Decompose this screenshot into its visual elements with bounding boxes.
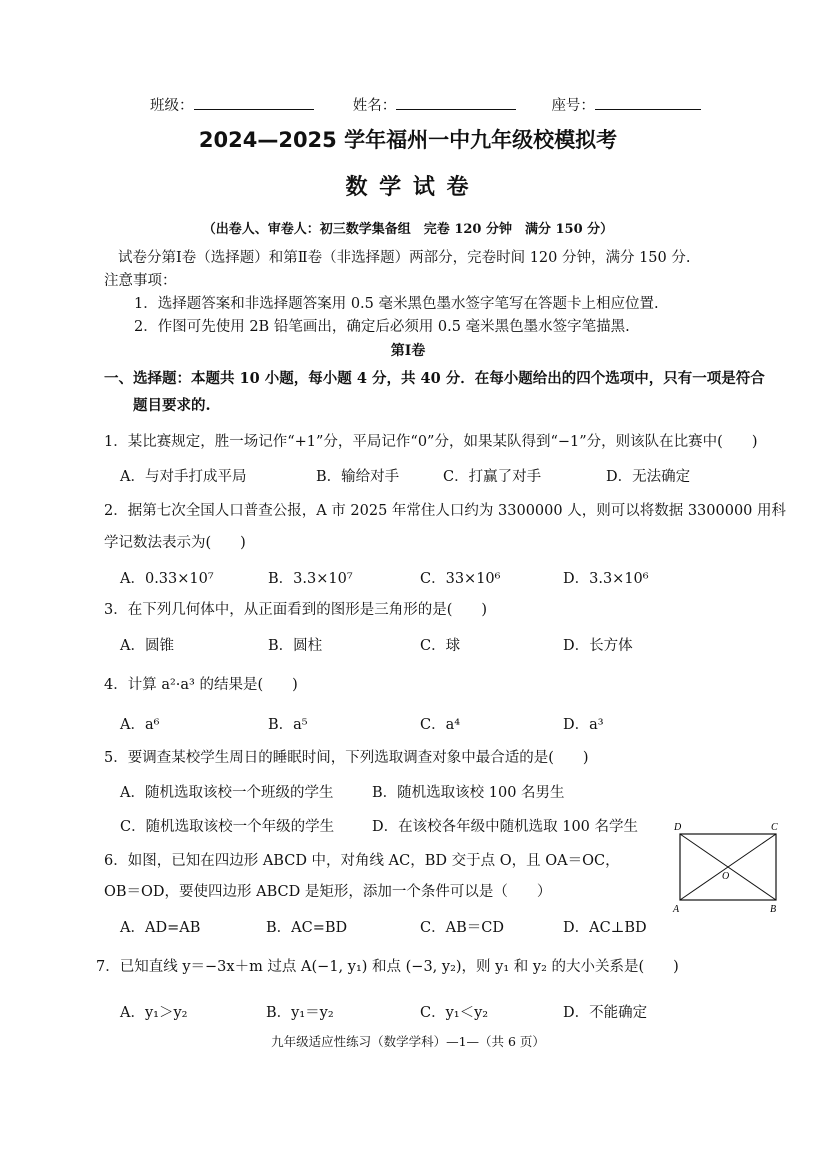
q1-option-c[interactable]: C．打赢了对手 (443, 469, 542, 485)
vertex-c-label: C (771, 822, 778, 833)
q4-option-a[interactable]: A．a⁶ (120, 717, 160, 733)
center-o-label: O (722, 871, 730, 882)
q4-stem: 4．计算 a²·a³ 的结果是( ) (104, 677, 298, 693)
q6-option-b[interactable]: B．AC=BD (266, 920, 348, 936)
note-item: 2．作图可先使用 2B 铅笔画出，确定后必须用 0.5 毫米黑色墨水签字笔描黑. (134, 319, 630, 335)
part1-heading-cont: 题目要求的. (133, 397, 211, 414)
section-label: 第Ⅰ卷 (390, 343, 426, 359)
q1-option-d[interactable]: D．无法确定 (606, 469, 691, 485)
q2-option-a[interactable]: A．0.33×10⁷ (120, 571, 214, 587)
q2-option-c[interactable]: C．33×10⁶ (420, 571, 501, 587)
name-label: 姓名： (352, 98, 397, 114)
q1-option-a[interactable]: A．与对手打成平局 (120, 469, 247, 485)
q4-option-b[interactable]: B．a⁵ (268, 717, 308, 733)
q7-option-c[interactable]: C．y₁＜y₂ (420, 1005, 489, 1021)
part1-heading: 一、选择题：本题共 10 小题，每小题 4 分，共 40 分．在每小题给出的四个选项中，只有一项是符合 (104, 370, 765, 387)
q2-option-d[interactable]: D．3.3×10⁶ (563, 571, 649, 587)
q3-option-c[interactable]: C．球 (420, 638, 461, 654)
q7-option-d[interactable]: D．不能确定 (563, 1005, 648, 1021)
q7-option-a[interactable]: A．y₁＞y₂ (120, 1005, 188, 1021)
header-row (150, 94, 701, 115)
q3-option-b[interactable]: B．圆柱 (268, 638, 323, 654)
q6-stem-cont: OB＝OD，要使四边形 ABCD 是矩形，添加一个条件可以是（ ） (104, 884, 552, 900)
q3-option-d[interactable]: D．长方体 (563, 638, 633, 654)
seat-field[interactable] (595, 95, 701, 110)
q7-stem: 7．已知直线 y＝−3x＋m 过点 A(−1, y₁) 和点 (−3, y₂)，则 y₁ 和 y₂ 的大小关系是( ) (96, 959, 679, 975)
exam-title: 2024—2025 学年福州一中九年级校模拟考 (198, 128, 618, 152)
q6-option-d[interactable]: D．AC⊥BD (563, 920, 647, 936)
rectangle-figure (668, 820, 788, 916)
q1-stem: 1．某比赛规定，胜一场记作“+1”分，平局记作“0”分，如果某队得到“−1”分，则该队在比赛中( ) (104, 434, 758, 450)
q5-stem: 5．要调查某校学生周日的睡眠时间，下列选取调查对象中最合适的是( ) (104, 750, 589, 766)
q7-option-b[interactable]: B．y₁＝y₂ (266, 1005, 334, 1021)
q5-option-a[interactable]: A．随机选取该校一个班级的学生 (120, 785, 334, 801)
q6-option-c[interactable]: C．AB＝CD (420, 920, 504, 936)
authors-line: （出卷人、审卷人：初三数学集备组 完卷 120 分钟 满分 150 分） (202, 222, 614, 237)
vertex-b-label: B (770, 904, 777, 915)
q6-option-a[interactable]: A．AD=AB (120, 920, 201, 936)
q4-option-c[interactable]: C．a⁴ (420, 717, 461, 733)
seat-label: 座号： (551, 98, 595, 114)
q3-option-a[interactable]: A．圆锥 (120, 638, 174, 654)
q3-stem: 3．在下列几何体中，从正面看到的图形是三角形的是( ) (104, 602, 488, 618)
q2-stem: 2．据第七次全国人口普查公报，A 市 2025 年常住人口约为 3300000 人，则可以将数据 3300000 用科 (104, 503, 787, 519)
vertex-d-label: D (674, 822, 682, 833)
q1-option-b[interactable]: B．输给对手 (316, 469, 400, 485)
vertex-a-label: A (673, 904, 680, 915)
q2-option-b[interactable]: B．3.3×10⁷ (268, 571, 353, 587)
class-label: 班级： (150, 98, 194, 114)
q5-option-b[interactable]: B．随机选取该校 100 名男生 (372, 785, 565, 801)
note-item: 1．选择题答案和非选择题答案用 0.5 毫米黑色墨水签字笔写在答题卡上相应位置. (134, 296, 659, 312)
exam-subtitle: 数 学 试 卷 (345, 175, 471, 200)
page-footer: 九年级适应性练习（数学学科）—1—（共 6 页） (271, 1034, 545, 1049)
q6-stem: 6．如图，已知在四边形 ABCD 中，对角线 AC，BD 交于点 O，且 OA＝OC， (104, 853, 620, 869)
class-field[interactable] (194, 95, 314, 110)
q4-option-d[interactable]: D．a³ (563, 717, 604, 733)
q5-option-d[interactable]: D．在该校各年级中随机选取 100 名学生 (372, 819, 639, 835)
name-field[interactable] (396, 95, 516, 110)
notes-label: 注意事项： (104, 273, 177, 289)
q2-stem-cont: 学记数法表示为( ) (104, 535, 246, 551)
intro-text: 试卷分第Ⅰ卷（选择题）和第Ⅱ卷（非选择题）两部分，完卷时间 120 分钟，满分 150 分. (118, 250, 691, 266)
q5-option-c[interactable]: C．随机选取该校一个年级的学生 (120, 819, 335, 835)
